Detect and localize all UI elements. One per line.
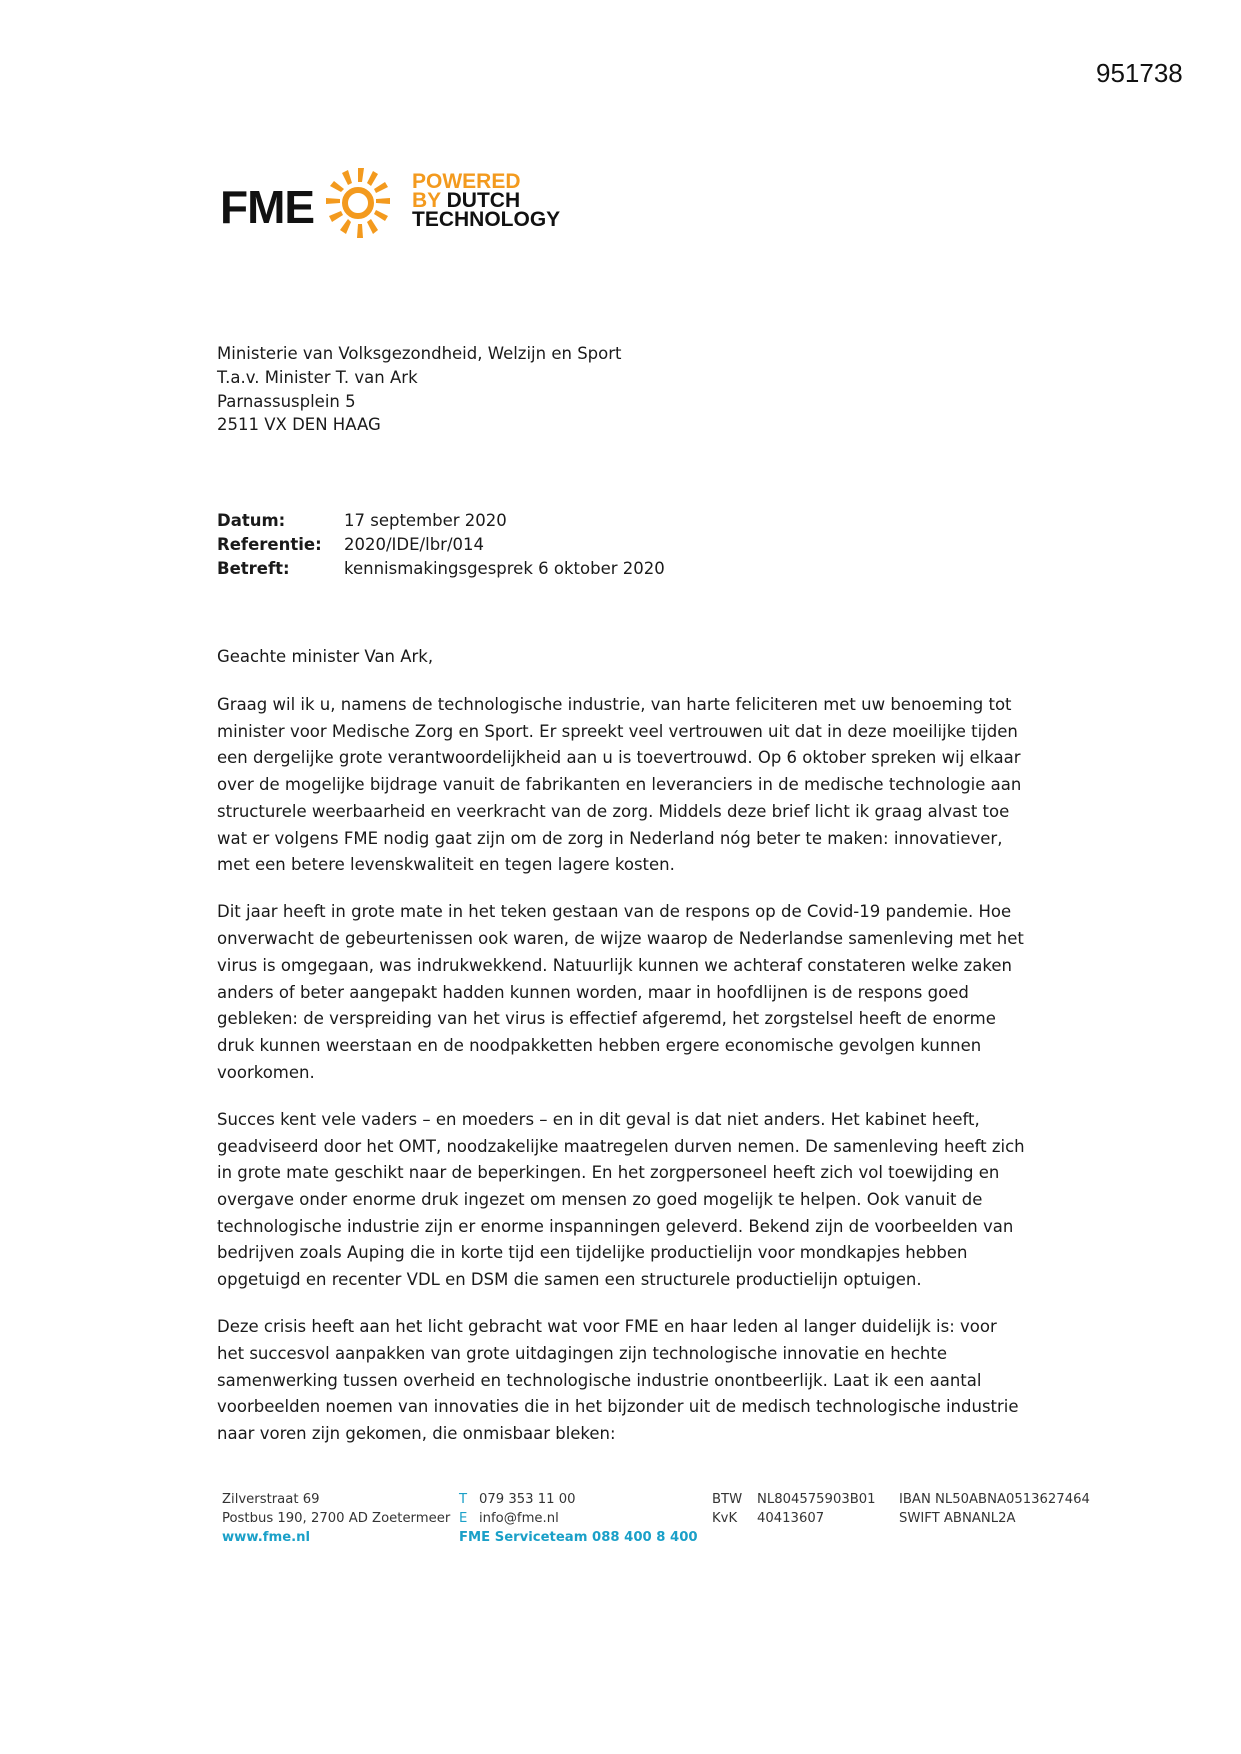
sun-gear-icon [318,158,398,248]
subject-value: kennismakingsgesprek 6 oktober 2020 [344,558,665,578]
tagline-technology: TECHNOLOGY [412,208,561,231]
footer-contact [459,1490,698,1547]
phone-letter: T [459,1492,468,1507]
recipient-address [217,342,622,437]
footer-postbus: Postbus 190, 2700 AD Zoetermeer [222,1511,451,1526]
footer-phone[interactable]: 079 353 11 00 [479,1492,576,1507]
email-letter: E [459,1511,468,1526]
address-line: Parnassusplein 5 [217,391,356,411]
date-value: 17 september 2020 [344,511,507,530]
footer-registration [712,1490,876,1528]
footer-iban: IBAN NL50ABNA0513627464 [899,1492,1090,1507]
letter-body [217,692,1029,1468]
logo-tagline [412,172,560,229]
fme-logo [220,156,600,252]
footer-bank [899,1490,1090,1528]
reference-value: 2020/IDE/lbr/014 [344,534,485,554]
kvk-value: 40413607 [757,1511,825,1526]
paragraph: Deze crisis heeft aan het licht gebracht wat voor FME en haar leden al langer duidelijk is: voor het succesvol aanpakken van grote uitdagingen zijn technologische innovatie en hechte samenwerking tussen overheid en technologische industrie onontbeerlijk. Laat ik een aantal voorbeelden noemen van innovaties die in het bijzonder uit de medisch technologische industrie naar voren zijn gekomen, die onmisbaar bleken: [217,1317,1019,1444]
btw-label: BTW [712,1492,743,1507]
footer-street: Zilverstraat 69 [222,1492,320,1507]
paragraph: Dit jaar heeft in grote mate in het teken gestaan van de respons op de Covid-19 pandemie. Hoe onverwacht de gebeurtenissen ook waren, de wijze waarop de Nederlandse samenleving met het virus is omgegaan, was indrukwekkend. Natuurlijk kunnen we achteraf constateren welke zaken anders of beter aangepakt hadden kunnen worden, maar in hoofdlijnen is de respons goed gebleken: de verspreiding van het virus is effectief afgeremd, het zorgstelsel heeft de enorme druk kunnen weerstaan en de noodpakketten hebben ergere economische gevolgen kunnen voorkomen. [217,902,1024,1082]
footer-serviceteam: FME Serviceteam 088 400 8 400 [459,1530,698,1545]
footer-email-link[interactable]: info@fme.nl [479,1511,559,1526]
footer-swift: SWIFT ABNANL2A [899,1511,1016,1526]
kvk-label: KvK [712,1511,738,1526]
address-line: Ministerie van Volksgezondheid, Welzijn en Sport [217,344,622,363]
tagline-powered: POWERED [412,170,521,193]
btw-value: NL804575903B01 [757,1492,876,1507]
paragraph: Succes kent vele vaders – en moeders – en in dit geval is dat niet anders. Het kabinet heeft, geadviseerd door het OMT, noodzakelijke maatregelen durven nemen. De samenleving heeft zich in grote mate geschikt naar de beperkingen. En het zorgpersoneel heeft zich vol toewijding en overgave onder enorme druk ingezet om mensen zo goed mogelijk te helpen. Ook vanuit de technologische industrie zijn er enorme inspanningen geleverd. Bekend zijn de voorbeelden van bedrijven zoals Auping die in korte tijd een tijdelijke productielijn voor mondkapjes hebben opgetuigd en recenter VDL en DSM die samen een structurele productielijn optuigen. [217,1109,1025,1290]
document-id: 951738 [1096,58,1183,88]
subject-label: Betreft: [217,558,290,578]
salutation: Geachte minister Van Ark, [217,647,434,666]
address-line: 2511 VX DEN HAAG [217,415,381,435]
reference-label: Referentie: [217,534,322,554]
footer-address [222,1490,450,1547]
paragraph: Graag wil ik u, namens de technologische industrie, van harte feliciteren met uw benoeming tot minister voor Medische Zorg en Sport. Er spreekt veel vertrouwen uit dat in deze moeilijke tijden een dergelijke grote verantwoordelijkheid aan u is toevertrouwd. Op 6 oktober spreken wij elkaar over de mogelijke bijdrage vanuit de fabrikanten en leveranciers in de medische technologie aan structurele weerbaarheid en veerkracht van de zorg. Middels deze brief licht ik graag alvast toe wat er volgens FME nodig gaat zijn om de zorg in Nederland nóg beter te maken: innovatiever, met een betere levenskwaliteit en tegen lagere kosten. [217,695,1022,875]
letter-meta [217,509,665,580]
tagline-dutch: DUTCH [446,189,521,212]
tagline-by: BY [412,189,441,212]
logo-wordmark: FME [220,181,315,233]
address-line: T.a.v. Minister T. van Ark [217,367,418,387]
footer-website-link[interactable]: www.fme.nl [222,1530,311,1545]
date-label: Datum: [217,511,286,530]
